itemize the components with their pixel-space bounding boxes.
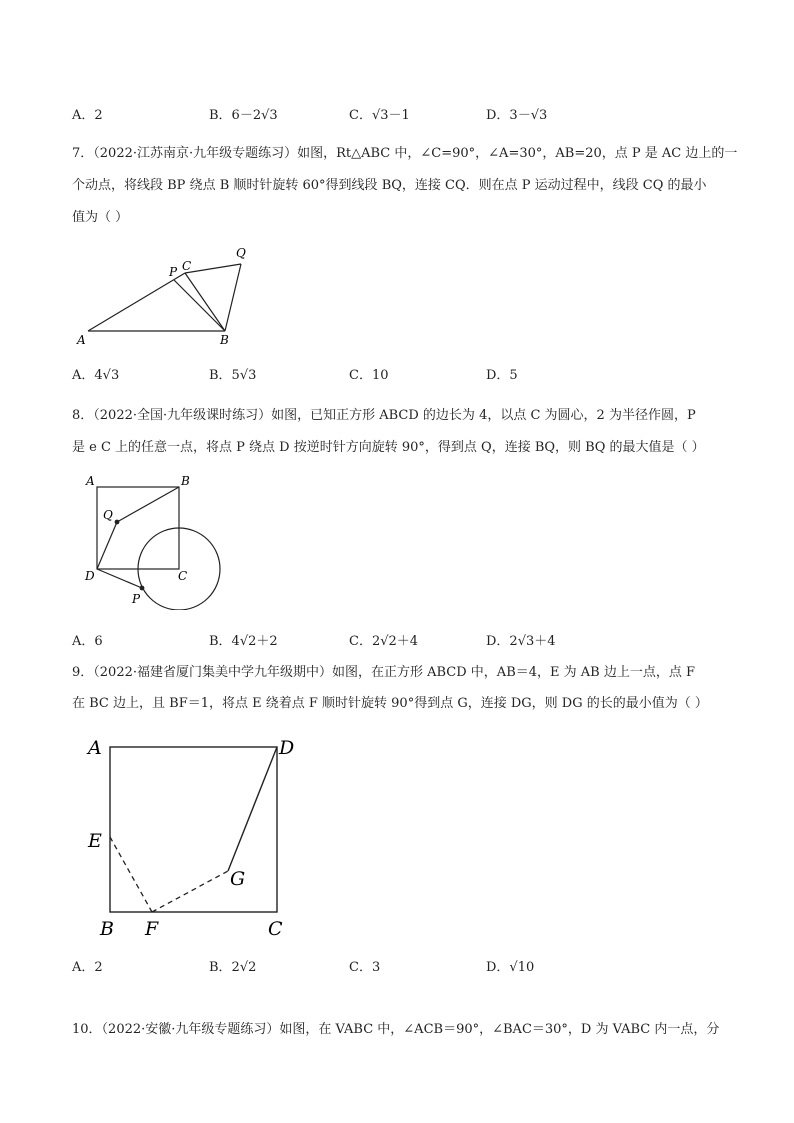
q9-option-b[interactable]: B．2√2 — [209, 960, 257, 975]
q8-point-q — [115, 520, 120, 525]
q7-segment-qb — [225, 264, 241, 331]
q7-segment-ac — [88, 273, 185, 331]
q9-segment-fg — [152, 871, 228, 912]
q7-segment-cb — [185, 273, 225, 331]
q8-label-q: Q — [103, 508, 113, 522]
q9-label-g: G — [230, 868, 246, 890]
q8-option-b[interactable]: B．4√2＋2 — [209, 634, 278, 649]
q7-segment-pb — [174, 280, 225, 331]
q7-text-line-2: 个动点，将线段 BP 绕点 B 顺时针旋转 60°得到线段 BQ，连接 CQ．则在点 P 运动过程中，线段 CQ 的最小 — [72, 178, 707, 193]
q7-figure — [70, 240, 270, 350]
q6-option-d[interactable]: D．3－√3 — [486, 108, 548, 123]
q8-segment-dp — [97, 569, 142, 588]
q8-option-d[interactable]: D．2√3＋4 — [486, 634, 556, 649]
q9-option-a[interactable]: A．2 — [72, 960, 103, 975]
q9-label-d: D — [279, 737, 295, 759]
q7-option-a[interactable]: A．4√3 — [72, 368, 120, 383]
q6-options — [72, 106, 732, 126]
q7-label-b: B — [220, 333, 229, 347]
q7-label-p: P — [169, 265, 178, 279]
q8-options — [72, 632, 732, 652]
q9-label-f: F — [145, 918, 159, 940]
q8-label-b: B — [181, 474, 190, 488]
q7-text-line-1: 7．（2022·江苏南京·九年级专题练习）如图，Rt△ABC 中，∠C=90°，∠A=30°，AB=20，点 P 是 AC 边上的一 — [72, 146, 738, 161]
q8-label-p: P — [132, 592, 141, 606]
q9-label-c: C — [268, 918, 283, 940]
q8-label-a: A — [86, 474, 95, 488]
q6-option-b[interactable]: B．6－2√3 — [209, 108, 278, 123]
q7-label-a: A — [77, 333, 86, 347]
q7-option-d[interactable]: D．5 — [486, 368, 518, 383]
q8-square-abcd — [97, 487, 179, 569]
q7-option-c[interactable]: C．10 — [349, 368, 389, 383]
q9-segment-ef — [110, 837, 152, 912]
q8-option-a[interactable]: A．6 — [72, 634, 103, 649]
q9-square-abcd — [110, 747, 277, 912]
q7-label-c: C — [182, 259, 192, 273]
q9-option-c[interactable]: C．3 — [349, 960, 381, 975]
q9-segment-dg — [228, 747, 277, 871]
q6-option-a[interactable]: A．2 — [72, 108, 103, 123]
q9-text-line-2: 在 BC 边上，且 BF＝1，将点 E 绕着点 F 顺时针旋转 90°得到点 G，连接 DG，则 DG 的长的最小值为（ ） — [72, 696, 708, 711]
q8-segment-dq — [97, 522, 117, 569]
q8-segment-qb — [117, 487, 179, 522]
q8-text-line-2: 是 e C 上的任意一点，将点 P 绕点 D 按逆时针方向旋转 90°，得到点 Q，连接 BQ，则 BQ 的最大值是（ ） — [72, 440, 705, 455]
q7-options — [72, 366, 732, 386]
q8-figure — [80, 470, 240, 610]
q9-options — [72, 958, 732, 978]
q7-option-b[interactable]: B．5√3 — [209, 368, 257, 383]
q7-label-q: Q — [236, 246, 246, 260]
q8-point-p — [140, 586, 145, 591]
q8-option-c[interactable]: C．2√2＋4 — [349, 634, 419, 649]
q9-figure — [80, 730, 330, 950]
q8-text-line-1: 8．（2022·全国·九年级课时练习）如图，已知正方形 ABCD 的边长为 4，以点 C 为圆心，2 为半径作圆，P — [72, 408, 696, 423]
q9-option-d[interactable]: D．√10 — [486, 960, 535, 975]
q7-segment-cq — [185, 264, 241, 273]
q9-label-e: E — [88, 830, 102, 852]
q7-text-line-3: 值为（ ） — [72, 210, 129, 225]
q9-label-a: A — [88, 737, 102, 759]
q10-text-line-1: 10．（2022·安徽·九年级专题练习）如图，在 VABC 中，∠ACB＝90°，∠BAC＝30°，D 为 VABC 内一点，分 — [72, 1022, 720, 1037]
q6-option-c[interactable]: C．√3－1 — [349, 108, 410, 123]
q9-text-line-1: 9．（2022·福建省厦门集美中学九年级期中）如图，在正方形 ABCD 中，AB＝4，E 为 AB 边上一点，点 F — [72, 665, 695, 680]
q9-label-b: B — [100, 918, 114, 940]
q8-label-d: D — [85, 569, 95, 583]
q8-label-c: C — [178, 569, 188, 583]
